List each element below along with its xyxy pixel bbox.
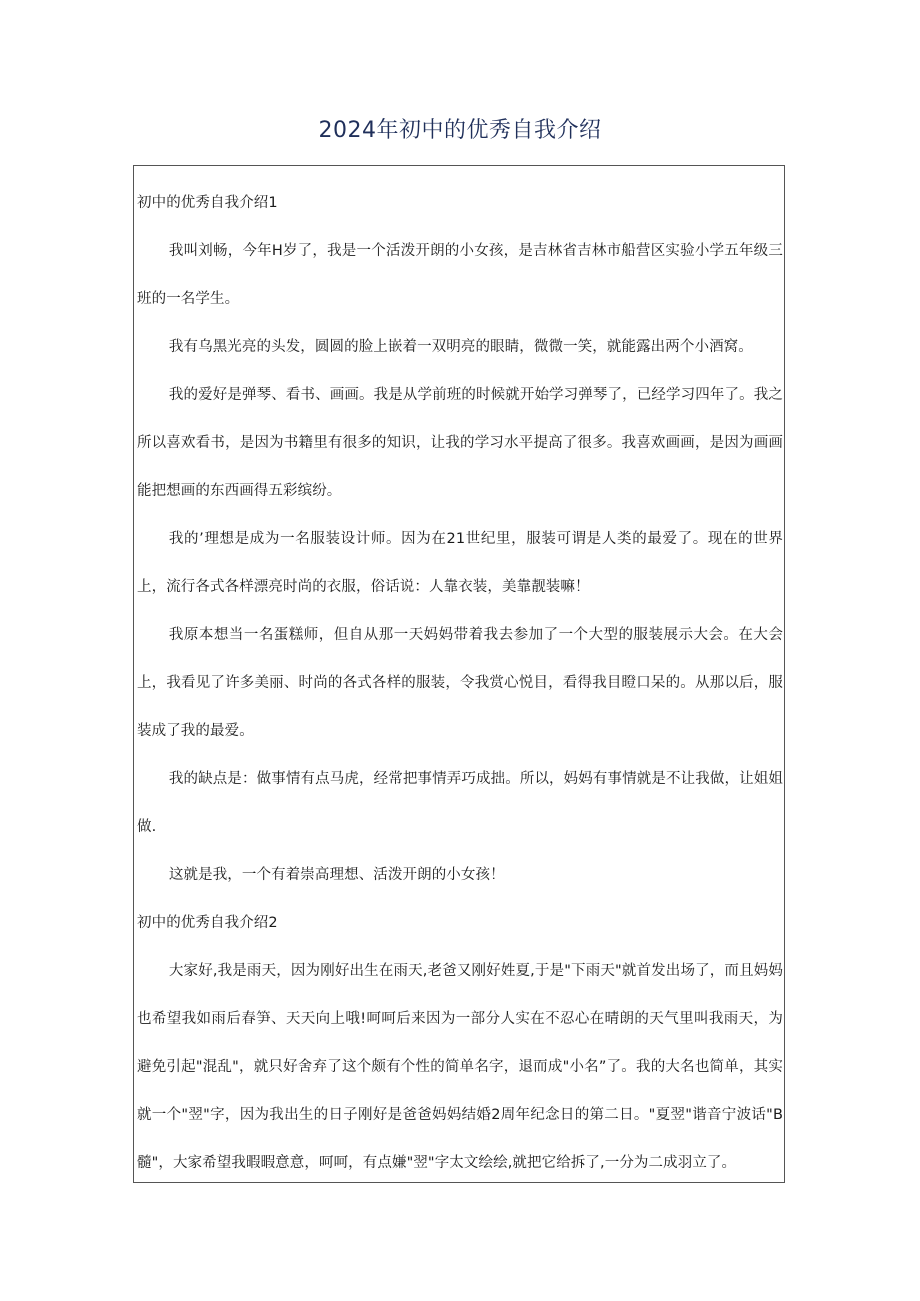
paragraph: 这就是我，一个有着崇高理想、活泼开朗的小女孩！ <box>168 867 505 883</box>
paragraph: 我的爱好是弹琴、看书、画画。我是从学前班的时候就开始学习弹琴了，已经学习四年了。我之所以喜欢看书，是因为书籍里有很多的知识，让我的学习水平提高了很多。我喜欢画画，是因为画画能把想画的东西画得五彩缤纷。 <box>137 387 783 499</box>
section-heading: 初中的优秀自我介绍1 <box>137 195 278 211</box>
paragraph: 我的’理想是成为一名服装设计师。因为在21世纪里，服装可谓是人类的最爱了。现在的世界上，流行各式各样漂亮时尚的衣服，俗话说：人靠衣装，美靠靓装嘛！ <box>137 531 783 595</box>
document-body <box>137 179 783 1183</box>
paragraph: 大家好,我是雨天，因为刚好出生在雨天,老爸又刚好姓夏,于是"下雨天"就首发出场了，而且妈妈也希望我如雨后春笋、天天向上哦!呵呵后来因为一部分人实在不忍心在晴朗的天气里叫我雨天，为避免引起"混乱"，就只好舍弃了这个颇有个性的简单名字，退而成"小名”了。我的大名也简单，其实就一个"翌"字，因为我出生的日子刚好是爸爸妈妈结婚2周年纪念日的第二日。"夏翌"谐音宁波话"B髓"，大家希望我暇暇意意，呵呵，有点嫌"翌"字太文绘绘,就把它给拆了,一分为二成羽立了。 <box>137 963 783 1171</box>
paragraph: 我的缺点是：做事情有点马虎，经常把事情弄巧成拙。所以，妈妈有事情就是不让我做，让姐姐做. <box>137 771 783 835</box>
section-heading: 初中的优秀自我介绍2 <box>137 915 278 931</box>
section-2 <box>137 899 783 1183</box>
paragraph: 我有乌黑光亮的头发，圆圆的脸上嵌着一双明亮的眼睛，微微一笑，就能露出两个小酒窝。 <box>168 339 753 355</box>
content-frame <box>133 165 785 1183</box>
paragraph: 我叫刘畅，今年H岁了，我是一个活泼开朗的小女孩，是吉林省吉林市船营区实验小学五年级三班的一名学生。 <box>137 243 783 307</box>
paragraph: 我原本想当一名蛋糕师，但自从那一天妈妈带着我去参加了一个大型的服装展示大会。在大会上，我看见了许多美丽、时尚的各式各样的服装，令我赏心悦目，看得我目瞪口呆的。从那以后，服装成了我的最爱。 <box>137 627 783 739</box>
section-1 <box>137 179 783 899</box>
document-title: 2024年初中的优秀自我介绍 <box>318 118 602 143</box>
